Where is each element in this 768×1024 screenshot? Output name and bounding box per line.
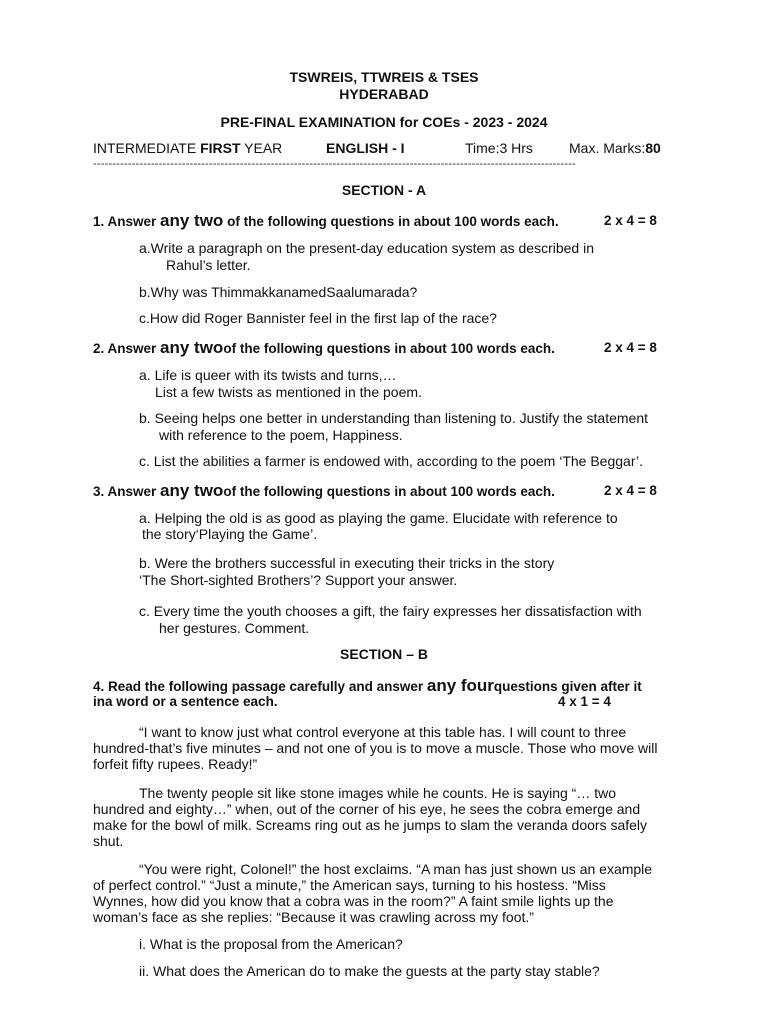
q2-item-a-cont: List a few twists as mentioned in the poem.	[155, 384, 422, 400]
q2-item-b: b. Seeing helps one better in understanding than listening to. Justify the statement	[139, 410, 648, 426]
q3-instruction	[93, 481, 555, 501]
q1-prefix: 1. Answer	[93, 214, 161, 229]
q4-marks: 4 x 1 = 4	[558, 694, 611, 709]
passage-line: of perfect control.” “Just a minute,” the American says, turning to his hostess. “Miss	[93, 877, 606, 893]
q2-item-a: a. Life is queer with its twists and turns,…	[139, 367, 397, 383]
q4-instruction-line2: ina word or a sentence each.	[93, 694, 278, 709]
passage-paragraph-3	[93, 861, 675, 925]
q3-suffix: of the following questions in about 100 words each.	[223, 484, 555, 499]
q2-item-b-cont: with reference to the poem, Happiness.	[159, 427, 403, 443]
marks-label: Max. Marks:	[569, 140, 646, 156]
city-title: HYDERABAD	[339, 86, 429, 102]
passage-line: forfeit fifty rupees. Ready!”	[93, 756, 258, 772]
passage-line: hundred and eighty…” when, out of the corner of his eye, he sees the cobra emerge and	[93, 801, 641, 817]
q3-item-c: c. Every time the youth chooses a gift, the fairy expresses her dissatisfaction with	[139, 603, 642, 619]
q1-item-c: c.How did Roger Bannister feel in the first lap of the race?	[139, 310, 497, 326]
q1-item-a-cont: Rahul’s letter.	[166, 257, 251, 273]
q2-emph: any two	[160, 338, 224, 357]
q2-item-c: c. List the abilities a farmer is endowed with, according to the poem ‘The Beggar’.	[139, 453, 643, 469]
q2-suffix: of the following questions in about 100 words each.	[223, 341, 555, 356]
q1-item-a: a.Write a paragraph on the present-day education system as described in	[139, 240, 594, 256]
q1-emph: any two	[160, 211, 224, 230]
passage-line: shut.	[93, 833, 124, 849]
marks-value: 80	[645, 140, 661, 156]
passage-line: woman’s face as she replies: “Because it was crawling across my foot.”	[93, 909, 534, 925]
q4-suffix: questions given after it	[493, 679, 642, 694]
q3-prefix: 3. Answer	[93, 484, 161, 499]
q1-marks: 2 x 4 = 8	[604, 213, 657, 228]
passage-question-ii: ii. What does the American do to make the guests at the party stay stable?	[139, 963, 600, 979]
year-prefix: INTERMEDIATE	[93, 140, 201, 156]
year-suffix: YEAR	[240, 140, 283, 156]
section-a-heading: SECTION - A	[341, 182, 427, 198]
q1-instruction	[93, 211, 559, 231]
passage-line: hundred-that’s five minutes – and not one of you is to move a muscle. Those who move will	[93, 740, 658, 756]
q3-item-b-cont: ‘The Short-sighted Brothers’? Support your answer.	[139, 572, 458, 588]
q3-item-a-cont: the story‘Playing the Game’.	[142, 526, 318, 542]
max-marks-label	[569, 140, 661, 156]
q3-item-c-cont: her gestures. Comment.	[159, 620, 310, 636]
q4-emph: any four	[426, 676, 494, 695]
passage-line: Wynnes, how did you know that a cobra was in the room?” A faint smile lights up the	[93, 893, 614, 909]
passage-paragraph-1	[93, 724, 675, 772]
passage-line: The twenty people sit like stone images while he counts. He is saying “… two	[139, 785, 617, 801]
org-title: TSWREIS, TTWREIS & TSES	[289, 69, 479, 85]
passage-line: “I want to know just what control everyone at this table has. I will count to three	[139, 724, 627, 740]
subject-label: ENGLISH - I	[326, 140, 405, 156]
time-label: Time:3 Hrs	[465, 140, 533, 156]
q1-suffix: of the following questions in about 100 words each.	[223, 214, 559, 229]
q3-marks: 2 x 4 = 8	[604, 483, 657, 498]
q3-emph: any two	[160, 481, 224, 500]
q2-instruction	[93, 338, 555, 358]
q4-instruction	[93, 676, 642, 696]
q4-prefix: 4. Read the following passage carefully and answer	[93, 679, 427, 694]
exam-title: PRE-FINAL EXAMINATION for COEs - 2023 - 2024	[220, 114, 548, 130]
q2-prefix: 2. Answer	[93, 341, 161, 356]
year-label	[93, 140, 282, 156]
section-b-heading: SECTION – B	[340, 646, 428, 662]
q2-marks: 2 x 4 = 8	[604, 340, 657, 355]
divider-line: -----------------------------------------------------------------------------------------------------------------------------	[93, 158, 576, 170]
q3-item-b: b. Were the brothers successful in executing their tricks in the story	[139, 555, 555, 571]
passage-line: “You were right, Colonel!” the host exclaims. “A man has just shown us an example	[139, 861, 653, 877]
passage-paragraph-2	[93, 785, 675, 849]
passage-question-i: i. What is the proposal from the American?	[139, 936, 403, 952]
passage-line: make for the bowl of milk. Screams ring out as he jumps to slam the veranda doors safely	[93, 817, 648, 833]
q3-item-a: a. Helping the old is as good as playing the game. Elucidate with reference to	[139, 510, 618, 526]
year-bold: FIRST	[200, 140, 241, 156]
q1-item-b: b.Why was ThimmakkanamedSaalumarada?	[139, 284, 418, 300]
